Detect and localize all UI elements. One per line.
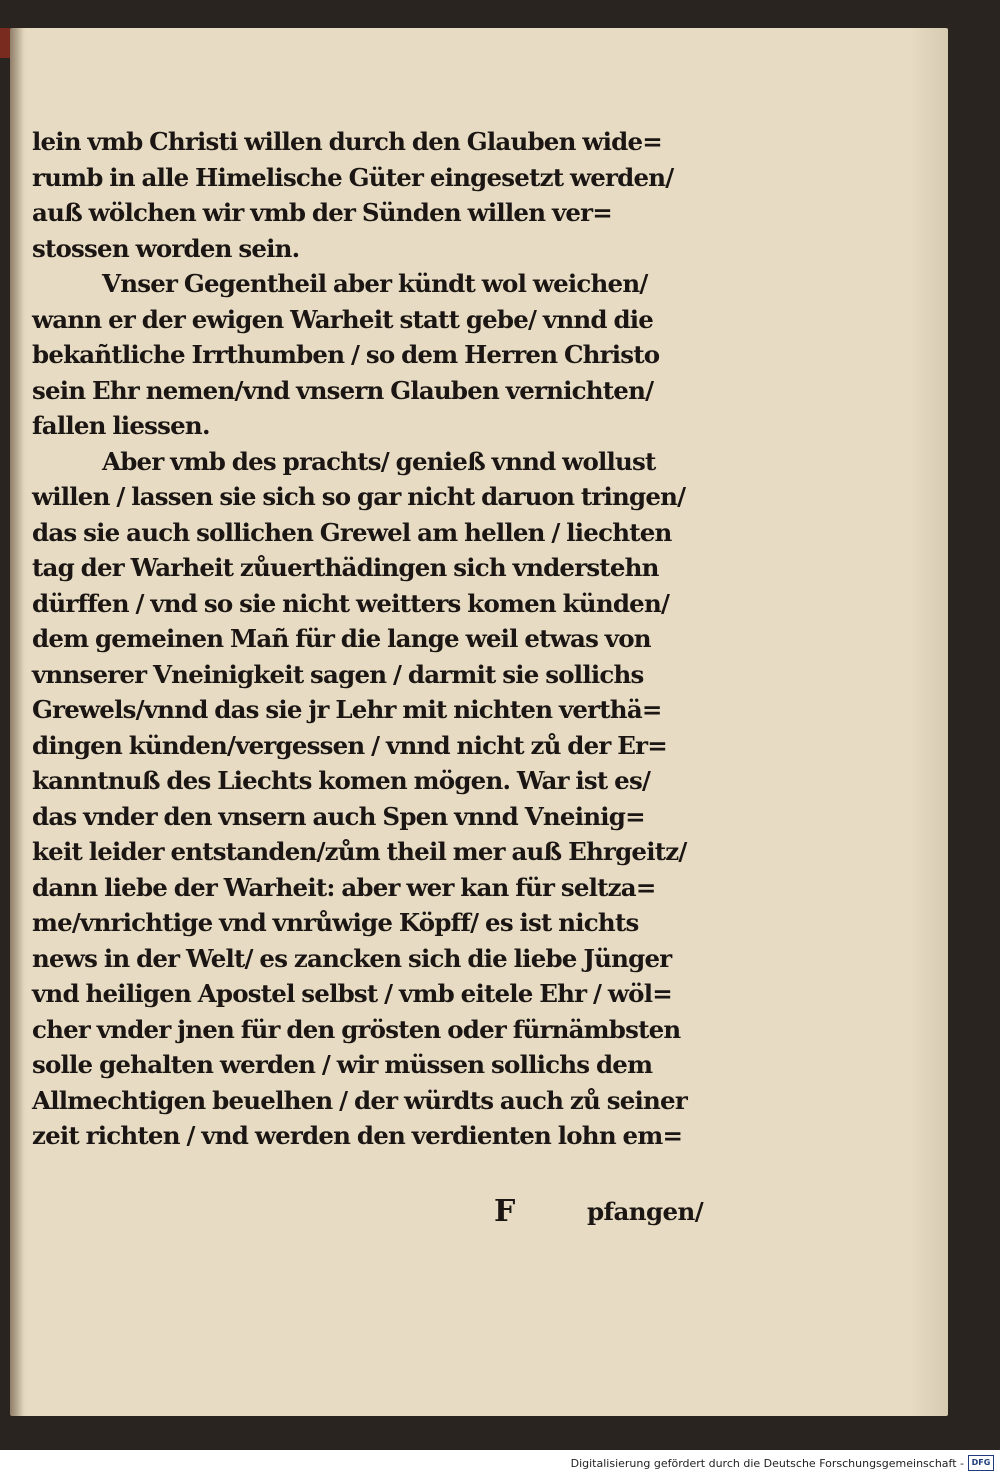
text-line: cher vnder jnen für den grösten oder fürnämbsten: [32, 1014, 681, 1044]
text-line: tag der Warheit zůuerthädingen sich vnderstehn: [32, 553, 659, 582]
text-line: Grewels/vnnd das sie jr Lehr mit nichten verthä=: [32, 695, 662, 724]
text-line: wann er der ewigen Warheit statt gebe/ vnnd die: [32, 304, 654, 334]
text-line: das vnder den vnsern auch Spen vnnd Vneinig=: [32, 801, 645, 831]
text-line: vnnserer Vneinigkeit sagen / darmit sie sollichs: [32, 659, 644, 689]
text-line: news in der Welt/ es zancken sich die liebe Jünger: [32, 943, 672, 973]
text-line: me/vnrichtige vnd vnrůwige Köpff/ es ist nichts: [32, 908, 639, 937]
text-line: keit leider entstanden/zům theil mer auß Ehrgeitz/: [32, 837, 687, 866]
text-line: zeit richten / vnd werden den verdienten lohn em=: [32, 1121, 683, 1150]
page-footer-row: [32, 1194, 732, 1230]
text-line: bekañtliche Irrthumben / so dem Herren Christo: [32, 340, 660, 369]
text-line: Vnser Gegentheil aber kündt wol weichen/: [102, 269, 648, 298]
text-line: vnd heiligen Apostel selbst / vmb eitele Ehr / wöl=: [32, 979, 672, 1008]
text-line: dürffen / vnd so sie nicht weitters komen künden/: [32, 588, 670, 618]
text-line: Allmechtigen beuelhen / der würdts auch zů seiner: [32, 1085, 687, 1115]
text-line: sein Ehr nemen/vnd vnsern Glauben vernichten/: [32, 375, 654, 405]
text-line: kanntnuß des Liechts komen mögen. War ist es/: [32, 766, 651, 795]
digitization-credit: [571, 1451, 994, 1475]
text-line: lein vmb Christi willen durch den Glauben wide=: [32, 127, 662, 156]
text-line: solle gehalten werden / wir müssen sollichs dem: [32, 1050, 653, 1079]
catchword: pfangen/: [587, 1197, 704, 1226]
page-text-block: [32, 124, 732, 1154]
binding-shadow: [10, 28, 24, 1416]
signature-mark: F: [494, 1194, 516, 1229]
text-line: dingen künden/vergessen / vnnd nicht zů der Er=: [32, 730, 667, 760]
dfg-logo-icon: DFG: [968, 1455, 994, 1471]
credit-text: Digitalisierung gefördert durch die Deutsche Forschungsgemeinschaft -: [570, 1456, 964, 1470]
text-line: stossen worden sein.: [32, 233, 300, 263]
text-line: willen / lassen sie sich so gar nicht daruon tringen/: [32, 482, 686, 511]
text-line: fallen liessen.: [32, 411, 210, 440]
text-line: rumb in alle Himelische Güter eingesetzt werden/: [32, 162, 674, 192]
text-line: dann liebe der Warheit: aber wer kan für seltza=: [32, 872, 656, 902]
text-line: dem gemeinen Mañ für die lange weil etwas von: [32, 624, 651, 653]
text-line: Aber vmb des prachts/ genieß vnnd wollust: [102, 446, 656, 476]
text-line: das sie auch sollichen Grewel am hellen / liechten: [32, 517, 672, 547]
text-line: auß wölchen wir vmb der Sünden willen ver=: [32, 198, 613, 227]
